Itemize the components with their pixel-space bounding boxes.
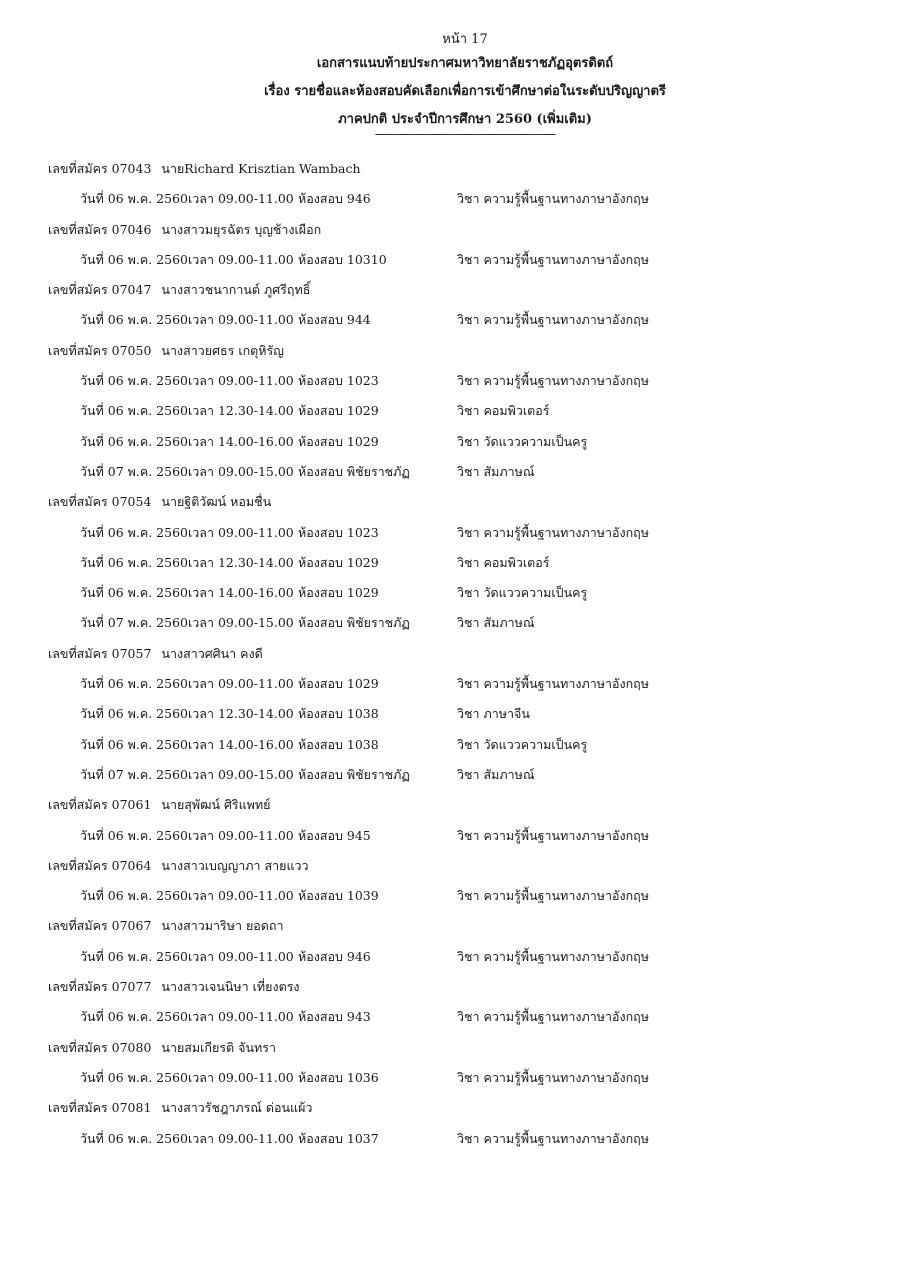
applicant-list [48,157,868,1157]
application-number: เลขที่สมัคร 07067 [48,918,152,934]
application-number: เลขที่สมัคร 07046 [48,221,152,237]
exam-date: วันที่ 06 พ.ค. 2560 [80,433,188,449]
exam-room: ห้องสอบ พิชัยราชภัฏ [298,463,410,479]
exam-time: เวลา 09.00-15.00 [188,766,294,782]
exam-room: ห้องสอบ 946 [298,948,371,964]
application-number: เลขที่สมัคร 07050 [48,342,152,358]
exam-time: เวลา 14.00-16.00 [188,433,294,449]
applicant-row [48,339,868,369]
applicant-row [48,642,868,672]
title-line-3: ภาคปกติ ประจำปีการศึกษา 2560 (เพิ่มเติม) [338,112,592,127]
exam-subject: วิชา ความรู้พื้นฐานทางภาษาอังกฤษ [457,948,649,964]
applicant-name: นายฐิติวัฒน์ หอมชื่น [161,494,272,510]
exam-room: ห้องสอบ 1023 [298,373,379,389]
exam-date: วันที่ 06 พ.ค. 2560 [80,373,188,389]
applicant-name: นางสาวรัชฎาภรณ์ ด่อนแผ้ว [161,1100,313,1116]
exam-row [48,248,868,278]
exam-subject: วิชา วัดแววความเป็นครู [457,433,588,449]
exam-row [48,824,868,854]
exam-row [48,521,868,551]
exam-date: วันที่ 06 พ.ค. 2560 [80,524,188,540]
exam-date: วันที่ 07 พ.ค. 2560 [80,463,188,479]
exam-row [48,702,868,732]
exam-time: เวลา 09.00-15.00 [188,463,294,479]
exam-date: วันที่ 06 พ.ค. 2560 [80,191,188,207]
applicant-row [48,793,868,823]
exam-subject: วิชา ความรู้พื้นฐานทางภาษาอังกฤษ [457,373,649,389]
applicant-row [48,975,868,1005]
exam-time: เวลา 09.00-11.00 [188,888,294,904]
exam-time: เวลา 09.00-11.00 [188,1130,294,1146]
applicant-row [48,218,868,248]
exam-date: วันที่ 06 พ.ค. 2560 [80,827,188,843]
exam-room: ห้องสอบ 1037 [298,1130,379,1146]
applicant-row [48,1036,868,1066]
exam-date: วันที่ 07 พ.ค. 2560 [80,615,188,631]
header-rule: ----------------------------------------------------------- [374,127,556,141]
exam-date: วันที่ 07 พ.ค. 2560 [80,766,188,782]
exam-room: ห้องสอบ 1038 [298,706,379,722]
exam-subject: วิชา สัมภาษณ์ [457,766,535,782]
title-line-2: เรื่อง รายชื่อและห้องสอบคัดเลือกเพื่อการเข้าศึกษาต่อในระดับปริญญาตรี [264,84,666,99]
exam-row [48,884,868,914]
exam-subject: วิชา ความรู้พื้นฐานทางภาษาอังกฤษ [457,827,649,843]
exam-date: วันที่ 06 พ.ค. 2560 [80,888,188,904]
exam-row [48,763,868,793]
exam-date: วันที่ 06 พ.ค. 2560 [80,403,188,419]
applicant-row [48,914,868,944]
exam-subject: วิชา ความรู้พื้นฐานทางภาษาอังกฤษ [457,312,649,328]
exam-date: วันที่ 06 พ.ค. 2560 [80,312,188,328]
exam-row [48,399,868,429]
exam-date: วันที่ 06 พ.ค. 2560 [80,251,188,267]
exam-time: เวลา 09.00-11.00 [188,827,294,843]
exam-time: เวลา 09.00-11.00 [188,191,294,207]
applicant-name: นายRichard Krisztian Wambach [161,161,361,176]
exam-time: เวลา 09.00-11.00 [188,676,294,692]
applicant-name: นางสาวเบญญาภา สายแวว [161,857,309,873]
application-number: เลขที่สมัคร 07081 [48,1100,152,1116]
exam-room: ห้องสอบ พิชัยราชภัฏ [298,766,410,782]
exam-room: ห้องสอบ 943 [298,1009,371,1025]
exam-time: เวลา 09.00-15.00 [188,615,294,631]
exam-row [48,945,868,975]
applicant-name: นางสาวมยุรฉัตร บุญช้างเผือก [161,221,322,237]
exam-room: ห้องสอบ 1029 [298,403,379,419]
exam-time: เวลา 09.00-11.00 [188,373,294,389]
applicant-name: นายสมเกียรติ จันทรา [161,1039,276,1055]
applicant-row [48,854,868,884]
applicant-row [48,1096,868,1126]
exam-subject: วิชา ความรู้พื้นฐานทางภาษาอังกฤษ [457,1130,649,1146]
exam-time: เวลา 12.30-14.00 [188,403,294,419]
exam-subject: วิชา วัดแววความเป็นครู [457,585,588,601]
exam-row [48,672,868,702]
exam-subject: วิชา ความรู้พื้นฐานทางภาษาอังกฤษ [457,191,649,207]
exam-subject: วิชา ความรู้พื้นฐานทางภาษาอังกฤษ [457,1009,649,1025]
exam-subject: วิชา ภาษาจีน [457,706,530,722]
exam-time: เวลา 12.30-14.00 [188,554,294,570]
exam-row [48,1127,868,1157]
exam-date: วันที่ 06 พ.ค. 2560 [80,585,188,601]
exam-time: เวลา 14.00-16.00 [188,585,294,601]
applicant-name: นายสุพัฒน์ ศิริแพทย์ [161,797,271,813]
exam-subject: วิชา ความรู้พื้นฐานทางภาษาอังกฤษ [457,888,649,904]
exam-time: เวลา 09.00-11.00 [188,948,294,964]
exam-row [48,1005,868,1035]
exam-row [48,1066,868,1096]
exam-row [48,369,868,399]
exam-room: ห้องสอบ 1023 [298,524,379,540]
exam-room: ห้องสอบ 1036 [298,1069,379,1085]
exam-date: วันที่ 06 พ.ค. 2560 [80,1009,188,1025]
exam-date: วันที่ 06 พ.ค. 2560 [80,948,188,964]
exam-subject: วิชา วัดแววความเป็นครู [457,736,588,752]
exam-room: ห้องสอบ 946 [298,191,371,207]
exam-subject: วิชา ความรู้พื้นฐานทางภาษาอังกฤษ [457,524,649,540]
exam-time: เวลา 09.00-11.00 [188,1009,294,1025]
exam-row [48,187,868,217]
exam-time: เวลา 12.30-14.00 [188,706,294,722]
exam-subject: วิชา สัมภาษณ์ [457,463,535,479]
exam-room: ห้องสอบ พิชัยราชภัฏ [298,615,410,631]
exam-room: ห้องสอบ 1029 [298,676,379,692]
applicant-name: นางสาวศศินา คงดี [161,645,263,661]
exam-room: ห้องสอบ 1039 [298,888,379,904]
exam-date: วันที่ 06 พ.ค. 2560 [80,1130,188,1146]
exam-row [48,551,868,581]
document-header [0,30,900,140]
exam-time: เวลา 09.00-11.00 [188,1069,294,1085]
exam-row [48,308,868,338]
exam-subject: วิชา คอมพิวเตอร์ [457,403,550,419]
exam-time: เวลา 09.00-11.00 [188,524,294,540]
exam-row [48,733,868,763]
applicant-name: นางสาวเจนนิษา เที่ยงตรง [161,979,300,995]
applicant-name: นางสาวยศธร เกตุหิรัญ [161,342,284,358]
exam-time: เวลา 09.00-11.00 [188,251,294,267]
exam-row [48,611,868,641]
application-number: เลขที่สมัคร 07054 [48,494,152,510]
exam-room: ห้องสอบ 1029 [298,554,379,570]
applicant-row [48,157,868,187]
exam-subject: วิชา สัมภาษณ์ [457,615,535,631]
page-number: หน้า 17 [442,32,488,47]
application-number: เลขที่สมัคร 07061 [48,797,152,813]
exam-time: เวลา 09.00-11.00 [188,312,294,328]
exam-row [48,460,868,490]
exam-subject: วิชา คอมพิวเตอร์ [457,554,550,570]
application-number: เลขที่สมัคร 07043 [48,161,152,176]
exam-date: วันที่ 06 พ.ค. 2560 [80,706,188,722]
exam-subject: วิชา ความรู้พื้นฐานทางภาษาอังกฤษ [457,251,649,267]
exam-room: ห้องสอบ 1029 [298,433,379,449]
application-number: เลขที่สมัคร 07077 [48,979,152,995]
exam-room: ห้องสอบ 944 [298,312,371,328]
exam-room: ห้องสอบ 1029 [298,585,379,601]
exam-row [48,581,868,611]
exam-room: ห้องสอบ 10310 [298,251,387,267]
applicant-name: นางสาวชนากานต์ ภูศรีฤทธิ์ [161,282,311,298]
application-number: เลขที่สมัคร 07057 [48,645,152,661]
application-number: เลขที่สมัคร 07047 [48,282,152,298]
applicant-row [48,490,868,520]
exam-date: วันที่ 06 พ.ค. 2560 [80,1069,188,1085]
applicant-row [48,278,868,308]
application-number: เลขที่สมัคร 07080 [48,1039,152,1055]
exam-subject: วิชา ความรู้พื้นฐานทางภาษาอังกฤษ [457,1069,649,1085]
exam-subject: วิชา ความรู้พื้นฐานทางภาษาอังกฤษ [457,676,649,692]
exam-time: เวลา 14.00-16.00 [188,736,294,752]
applicant-name: นางสาวมาริษา ยอดถา [161,918,284,934]
title-line-1: เอกสารแนบท้ายประกาศมหาวิทยาลัยราชภัฏอุตรดิตถ์ [316,56,614,71]
exam-date: วันที่ 06 พ.ค. 2560 [80,676,188,692]
exam-room: ห้องสอบ 945 [298,827,371,843]
application-number: เลขที่สมัคร 07064 [48,857,152,873]
exam-room: ห้องสอบ 1038 [298,736,379,752]
exam-row [48,430,868,460]
exam-date: วันที่ 06 พ.ค. 2560 [80,736,188,752]
exam-date: วันที่ 06 พ.ค. 2560 [80,554,188,570]
